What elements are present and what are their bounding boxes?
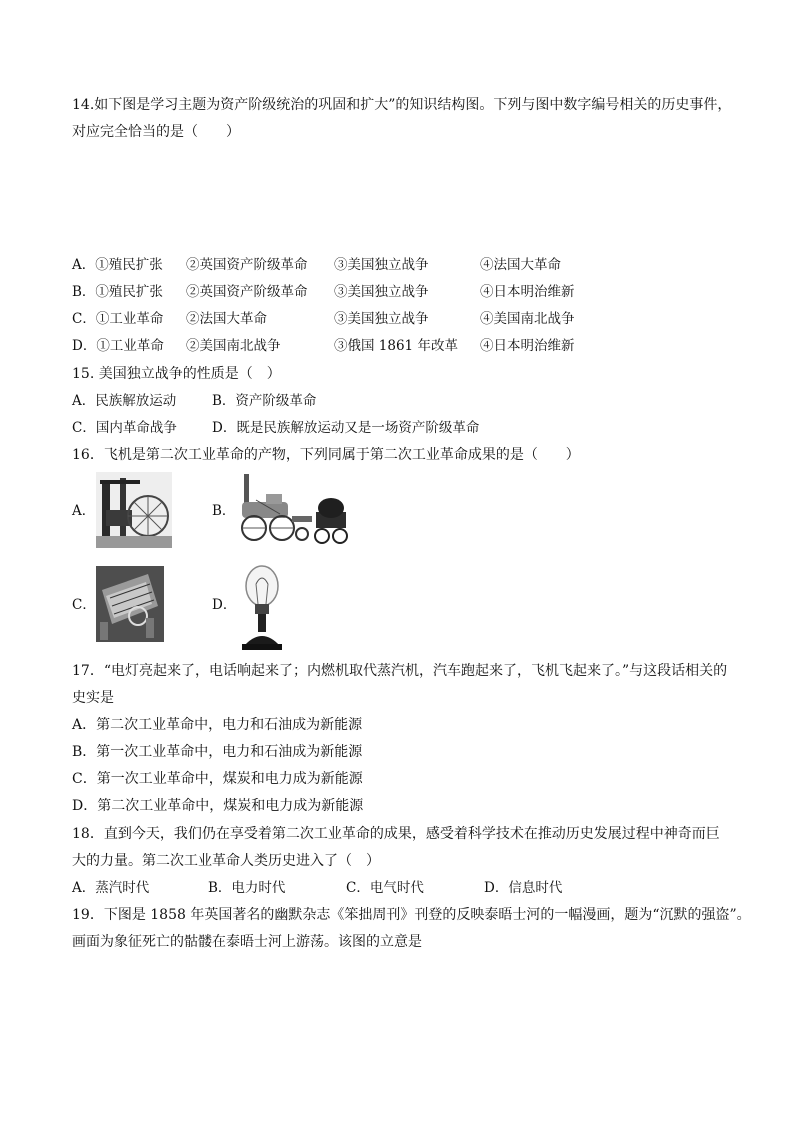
q18-stem-line2: 大的力量。第二次工业革命人类历史进入了（ ） [72,853,380,869]
q19-stem-line1: 19．下图是 1858 年英国著名的幽默杂志《笨拙周刊》刊登的反映泰晤士河的一幅漫画，题为“沉默的强盗”。 [72,907,751,923]
q16-stem: 16．飞机是第二次工业革命的产物，下列同属于第二次工业革命成果的是（ ） [72,447,580,463]
steam-locomotive-image [236,472,350,548]
q14-a-c1: A．①殖民扩张 [72,257,163,273]
q18-option-b: B．电力时代 [208,880,286,896]
q14-b-c2: ②英国资产阶级革命 [186,284,308,300]
q16-option-a-label: A． [72,503,96,519]
q15-option-b: B．资产阶级革命 [212,393,317,409]
q18-stem-line1: 18．直到今天，我们仍在享受着第二次工业革命的成果，感受着科学技术在推动历史发展过程中神奇而巨 [72,826,720,842]
q14-b-c4: ④日本明治维新 [480,284,575,300]
q14-d-c1: D．①工业革命 [72,338,164,354]
q15-option-a: A．民族解放运动 [72,393,177,409]
q15-option-c: C．国内革命战争 [72,420,177,436]
q17-option-b: B．第一次工业革命中，电力和石油成为新能源 [72,744,363,760]
q14-stem-line1: 14.如下图是学习主题为资产阶级统治的巩固和扩大”的知识结构图。下列与图中数字编号相关的历史事件， [72,97,732,113]
q14-a-c4: ④法国大革命 [480,257,561,273]
q14-d-c2: ②美国南北战争 [186,338,281,354]
q14-c-c1: C．①工业革命 [72,311,164,327]
q16-option-c-label: C． [72,597,96,613]
q17-option-d: D．第二次工业革命中，煤炭和电力成为新能源 [72,798,364,814]
spinning-machine-image [96,566,164,642]
q14-d-c4: ④日本明治维新 [480,338,575,354]
q14-b-c1: B．①殖民扩张 [72,284,163,300]
q18-option-a: A．蒸汽时代 [72,880,150,896]
q14-d-c3: ③俄国 1861 年改革 [334,338,458,354]
q16-option-b-label: B． [212,503,236,519]
q15-option-d: D．既是民族解放运动又是一场资产阶级革命 [212,420,480,436]
q14-a-c2: ②英国资产阶级革命 [186,257,308,273]
q18-option-c: C．电气时代 [346,880,424,896]
q19-stem-line2: 画面为象征死亡的骷髅在泰晤士河上游荡。该图的立意是 [72,934,422,950]
q14-b-c3: ③美国独立战争 [334,284,429,300]
q14-c-c4: ④美国南北战争 [480,311,575,327]
q14-c-c3: ③美国独立战争 [334,311,429,327]
q17-option-a: A．第二次工业革命中，电力和石油成为新能源 [72,717,363,733]
q17-stem-line2: 史实是 [72,690,114,706]
steam-engine-image [96,472,172,548]
q17-option-c: C．第一次工业革命中，煤炭和电力成为新能源 [72,771,363,787]
light-bulb-image [236,560,288,652]
q17-stem-line1: 17．“电灯亮起来了，电话响起来了；内燃机取代蒸汽机，汽车跑起来了，飞机飞起来了。”与这段话相关的 [72,663,728,679]
q15-stem: 15. 美国独立战争的性质是（ ） [72,366,281,382]
q14-a-c3: ③美国独立战争 [334,257,429,273]
q14-stem-line2: 对应完全恰当的是（ ） [72,124,240,140]
q18-option-d: D．信息时代 [484,880,563,896]
q16-option-d-label: D． [212,597,237,613]
q14-c-c2: ②法国大革命 [186,311,267,327]
